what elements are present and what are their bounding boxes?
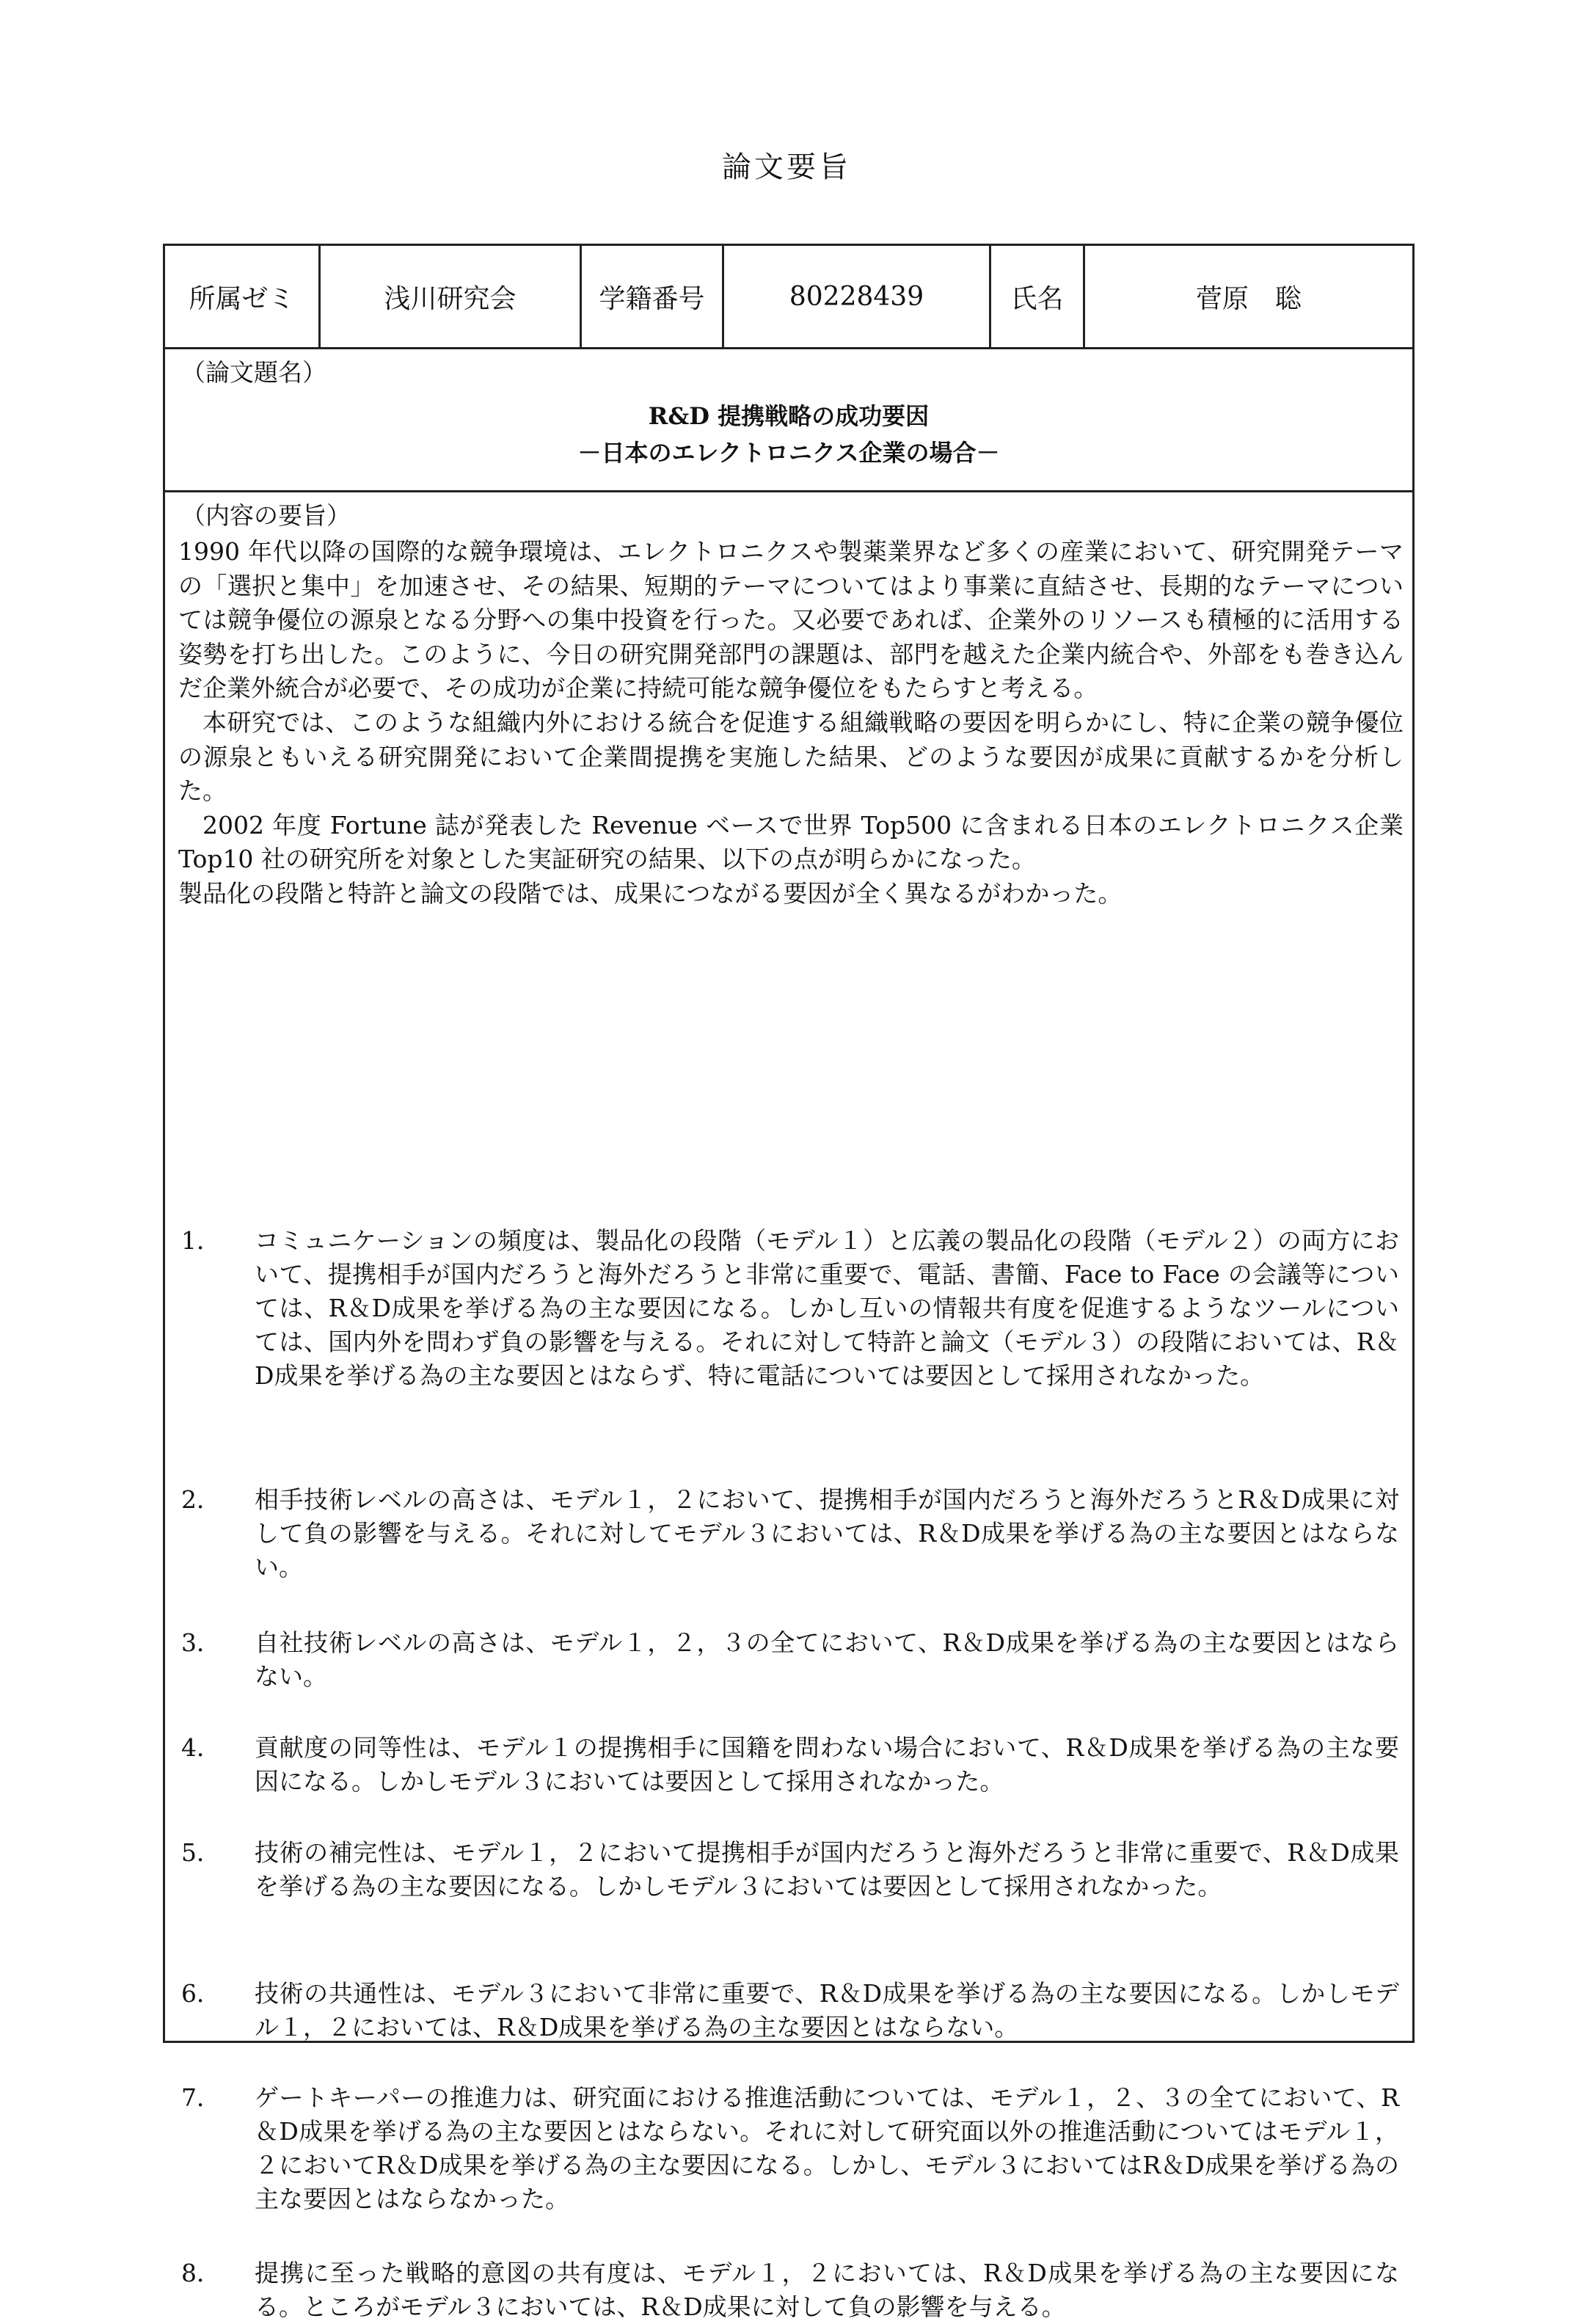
thesis-title-section xyxy=(165,349,1412,492)
summary-label: （内容の要旨） xyxy=(181,501,351,530)
finding-text: 相手技術レベルの高さは、モデル１，２において、提携相手が国内だろうと海外だろうとR＆D成果に対して負の影響を与える。それに対してモデル３においては、R＆D成果を挙げる為の主な要因とはならない。 xyxy=(255,1485,1399,1581)
name-label: 氏名 xyxy=(991,246,1085,347)
finding-item xyxy=(181,2081,1399,2216)
summary-paragraph: 2002 年度 Fortune 誌が発表した Revenue ベースで世界 Top500 に含まれる日本のエレクトロニクス企業 Top10 社の研究所を対象とした実証研究の結果、以下の点が明らかになった。 xyxy=(178,810,1404,874)
finding-number: 2． xyxy=(181,1485,221,1514)
finding-item xyxy=(181,1483,1399,1584)
thesis-title: R&D 提携戦略の成功要因 xyxy=(648,402,930,430)
thesis-title-label: （論文題名） xyxy=(181,358,326,387)
seminar-label: 所属ゼミ xyxy=(165,246,321,347)
finding-item xyxy=(181,1836,1399,1904)
finding-number: 8． xyxy=(181,2259,221,2287)
student-id-value: 80228439 xyxy=(724,246,991,347)
finding-text: 技術の共通性は、モデル３において非常に重要で、R＆D成果を挙げる為の主な要因になる。しかしモデル１，２においては、R＆D成果を挙げる為の主な要因とはならない。 xyxy=(255,1979,1399,2041)
finding-item xyxy=(181,1224,1399,1393)
seminar-value: 浅川研究会 xyxy=(321,246,582,347)
finding-number: 7． xyxy=(181,2083,221,2112)
finding-text: 自社技術レベルの高さは、モデル１，２，３の全てにおいて、R＆D成果を挙げる為の主な要因とはならない。 xyxy=(255,1628,1399,1691)
summary-paragraph: 本研究では、このような組織内外における統合を促進する組織戦略の要因を明らかにし、特に企業の競争優位の源泉ともいえる研究開発において企業間提携を実施した結果、どのような要因が成果に貢献するかを分析した。 xyxy=(178,707,1404,806)
finding-item xyxy=(181,1626,1399,1694)
finding-text: ゲートキーパーの推進力は、研究面における推進活動については、モデル１，２、３の全てにおいて、R＆D成果を挙げる為の主な要因とはならない。それに対して研究面以外の推進活動についてはモデル１，２においてR＆D成果を挙げる為の主な要因になる。しかし、モデル３においてはR＆D成果を挙げる為の主な要因とはならなかった。 xyxy=(255,2083,1399,2213)
thesis-subtitle: －日本のエレクトロニクス企業の場合－ xyxy=(577,439,1000,467)
summary-intro xyxy=(178,535,1404,911)
student-id-label: 学籍番号 xyxy=(582,246,724,347)
finding-text: 貢献度の同等性は、モデル１の提携相手に国籍を問わない場合において、R＆D成果を挙げる為の主な要因になる。しかしモデル３においては要因として採用されなかった。 xyxy=(255,1733,1399,1796)
document-title: 論文要旨 xyxy=(722,150,851,184)
finding-item xyxy=(181,1731,1399,1799)
finding-item xyxy=(181,2256,1399,2324)
summary-paragraph: 製品化の段階と特許と論文の段階では、成果につながる要因が全く異なるがわかった。 xyxy=(178,878,1123,908)
finding-text: 提携に至った戦略的意図の共有度は、モデル１，２においては、R＆D成果を挙げる為の主な要因になる。ところがモデル３においては、R＆D成果に対して負の影響を与える。 xyxy=(255,2259,1399,2321)
finding-number: 5． xyxy=(181,1838,221,1867)
name-value: 菅原 聡 xyxy=(1195,283,1302,314)
finding-number: 3． xyxy=(181,1628,221,1657)
abstract-form xyxy=(163,244,1415,2321)
finding-number: 4． xyxy=(181,1733,221,1762)
student-info-row xyxy=(165,246,1412,349)
finding-number: 6． xyxy=(181,1979,221,2008)
finding-item xyxy=(181,1977,1399,2044)
summary-paragraph: 1990 年代以降の国際的な競争環境は、エレクトロニクスや製薬業界など多くの産業において、研究開発テーマの「選択と集中」を加速させ、その結果、短期的テーマについてはより事業に直結させ、長期的なテーマについては競争優位の源泉となる分野への集中投資を行った。又必要であれば、企業外のリソースも積極的に活用する姿勢を打ち出した。このように、今日の研究開発部門の課題は、部門を越えた企業内統合や、外部をも巻き込んだ企業外統合が必要で、その成功が企業に持続可能な競争優位をもたらすと考える。 xyxy=(178,537,1404,703)
finding-text: コミュニケーションの頻度は、製品化の段階（モデル１）と広義の製品化の段階（モデル２）の両方において、提携相手が国内だろうと海外だろうと非常に重要で、電話、書簡、Face to Face の会議等については、R＆D成果を挙げる為の主な要因になる。しかし互いの情報共有度を促進するようなツールについては、国内外を問わず負の影響を与える。それに対して特許と論文（モデル３）の段階においては、R＆D成果を挙げる為の主な要因とはならず、特に電話については要因として採用されなかった。 xyxy=(255,1226,1399,1390)
finding-number: 1． xyxy=(181,1226,221,1255)
finding-text: 技術の補完性は、モデル１，２において提携相手が国内だろうと海外だろうと非常に重要で、R＆D成果を挙げる為の主な要因になる。しかしモデル３においては要因として採用されなかった。 xyxy=(255,1838,1399,1901)
